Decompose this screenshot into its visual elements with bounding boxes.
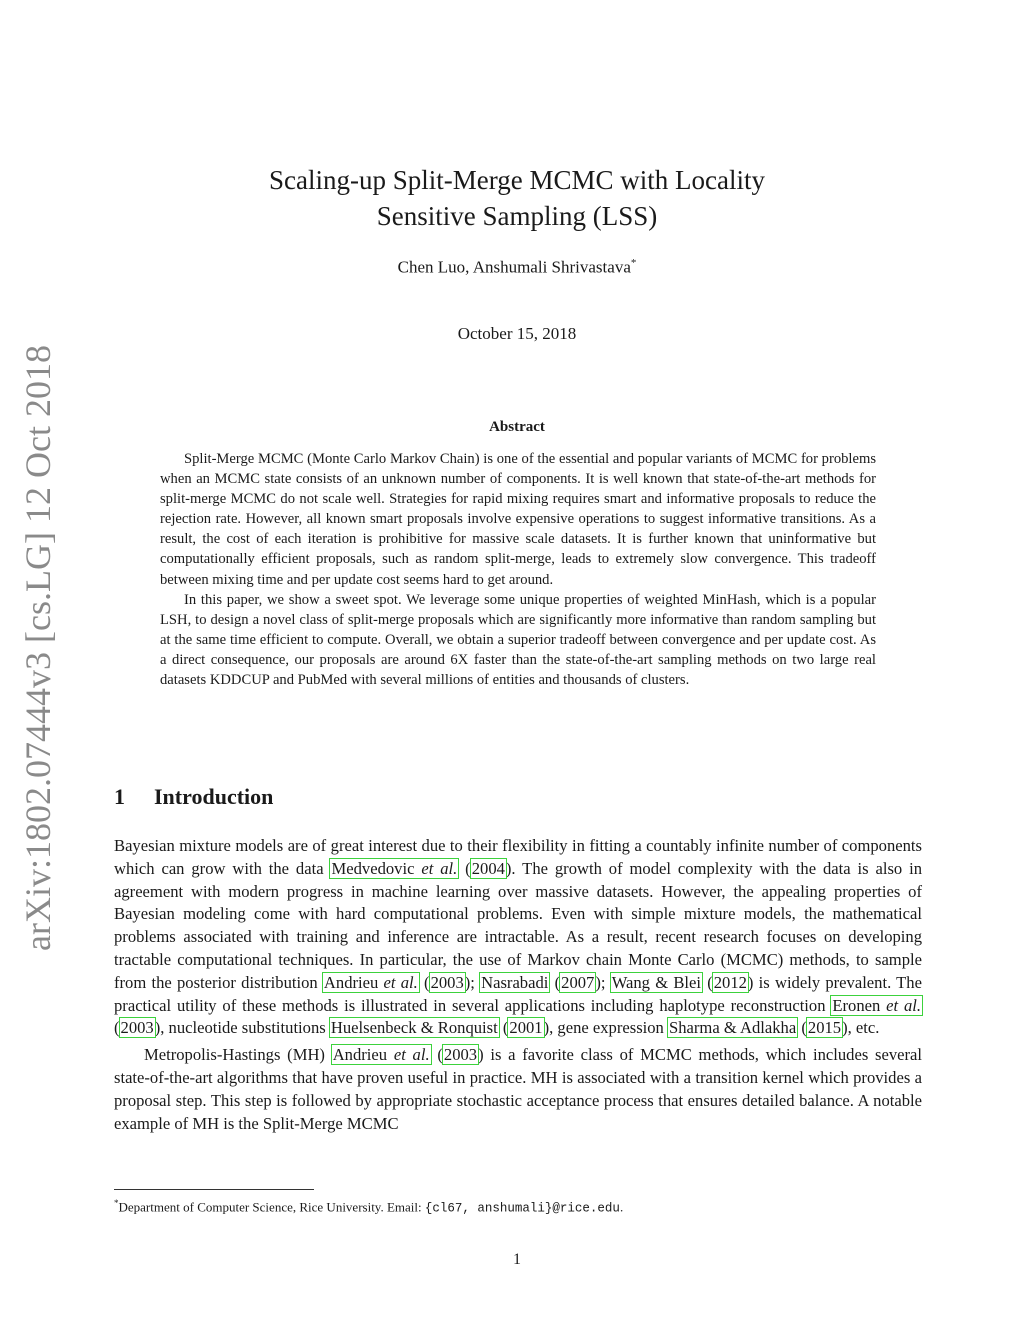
citation-author: Eronen [832,995,881,1015]
authors [160,257,874,278]
citation-huelsenbeck-ronquist[interactable]: Huelsenbeck & Ronquist [330,1018,498,1038]
citation-year-andrieu-2[interactable]: 2003 [443,1045,478,1065]
text-run: ( [114,1018,120,1038]
citation-medvedovic[interactable] [330,859,458,878]
citation-year-medvedovic[interactable]: 2004 [471,858,505,878]
text-run: ( [549,972,561,992]
citation-year-wang-blei[interactable]: 2012 [713,972,747,992]
citation-sharma-adlakha[interactable]: Sharma & Adlakha [669,1018,797,1038]
citation-year-sharma-adlakha[interactable]: 2015 [807,1018,842,1038]
text-run: ( [701,972,713,992]
citation-andrieu-2[interactable] [332,1045,431,1064]
title-line-2: Sensitive Sampling (LSS) [376,201,658,231]
page-number: 1 [513,1251,521,1268]
footnote-text: Department of Computer Science, Rice University. Email: [118,1199,425,1215]
text-run: ( [498,1018,509,1038]
citation-year-huelsenbeck-ronquist[interactable]: 2001 [509,1018,543,1038]
text-run: ( [418,972,430,992]
author-footnote-mark: * [630,257,637,269]
intro-paragraph-1 [114,835,922,1040]
citation-author: Andrieu [332,1045,388,1065]
citation-author: Andrieu [323,972,379,992]
section-title: Introduction [154,784,274,809]
abstract-paragraph-1: Split-Merge MCMC (Monte Carlo Markov Chain) is one of the essential and popular variants of MCMC for problems when an MCMC state consists of an unknown number of components. It is well known that state-of-the-art methods for split-merge MCMC do not scale well. Strategies for rapid mixing requires smart and informative proposals to reduce the rejection rate. However, all known smart proposals involve expensive operations to suggest informative transitions. As a result, the cost of each iteration is prohibitive for massive scale datasets. It is further known that uninformative but computationally efficient proposals, such as random split-merge, leads to extremely slow convergence. This tradeoff between mixing time and per update cost seems hard to get around. [160,451,876,588]
text-run: ); [595,972,611,992]
abstract-body [160,449,876,690]
citation-eronen[interactable] [831,996,922,1015]
introduction-body [114,835,922,1135]
paper-title [160,162,874,234]
citation-etal: et al. [886,995,921,1015]
citation-nasrabadi[interactable]: Nasrabadi [481,972,549,992]
author-names: Chen Luo, Anshumali Shrivastava [397,257,631,277]
text-run: ( [430,1045,443,1065]
text-run: Bayesian mixture models are of great interest due to their flexibility in fitting a countably infinite number of components which can grow with the data [114,836,922,878]
intro-paragraph-2 [114,1044,922,1135]
paper-date: October 15, 2018 [457,324,577,343]
text-run: ). The growth of model complexity with the data is also in agreement with modern progress in machine learning over massive datasets. However, the appealing properties of Bayesian modeling come with hard computational problems. Even with simple mixture models, the mathematical problems associated with training and inference are intractable. As a result, recent research focuses on developing tractable computational techniques. In particular, the use of Markov chain Monte Carlo (MCMC) methods, to sample from the posterior distribution [114,858,923,992]
citation-etal: et al. [383,972,418,992]
text-run: ), gene expression [543,1018,669,1038]
abstract-paragraph-2: In this paper, we show a sweet spot. We leverage some unique properties of weighted MinHash, which is a popular LSH, to design a novel class of split-merge proposals which are significantly more informative than random sampling but at the same time efficient to compute. Overall, we obtain a superior tradeoff between convergence and per update cost. As a direct consequence, our proposals are around 6X faster than the state-of-the-art sampling methods on two large real datasets KDDCUP and PubMed with several millions of entities and thousands of clusters. [160,591,876,689]
text-run: Metropolis-Hastings (MH) [144,1045,332,1065]
citation-etal: et al. [421,858,458,878]
citation-year-andrieu[interactable]: 2003 [430,972,464,992]
arxiv-identifier: arXiv:1802.07444v3 [cs.LG] 12 Oct 2018 [18,345,58,951]
citation-wang-blei[interactable]: Wang & Blei [611,972,701,992]
citation-etal: et al. [393,1045,430,1065]
footnote-email: {cl67, anshumali}@rice.edu [424,1201,620,1216]
text-run: ), etc. [842,1018,880,1038]
citation-andrieu[interactable] [323,973,419,992]
footnote-end: . [619,1199,624,1215]
title-line-1: Scaling-up Split-Merge MCMC with Locality [269,165,765,195]
footnote [114,1195,922,1216]
text-run: ), nucleotide substitutions [154,1018,330,1038]
footnote-mark: * [114,1198,119,1208]
text-run: ( [797,1018,807,1038]
section-heading-introduction [114,784,273,810]
text-run: ); [464,972,481,992]
footnote-divider [114,1189,314,1190]
abstract-heading: Abstract [489,419,545,435]
citation-author: Medvedovic [331,858,415,878]
text-run: ( [458,858,471,878]
citation-year-nasrabadi[interactable]: 2007 [561,972,595,992]
citation-year-eronen[interactable]: 2003 [120,1018,154,1038]
text-run: ) is a favorite class of MCMC methods, which includes several state-of-the-art algorithms that have proven useful in practice. MH is associated with a transition kernel which provides a proposal step. This step is followed by appropriate stochastic acceptance process that ensures detailed balance. A notable example of MH is the Split-Merge MCMC [114,1045,923,1133]
section-number: 1 [114,784,125,809]
text-run: ) is widely prevalent. The practical utility of these methods is illustrated in several applications including haplotype reconstruction [114,972,922,1015]
